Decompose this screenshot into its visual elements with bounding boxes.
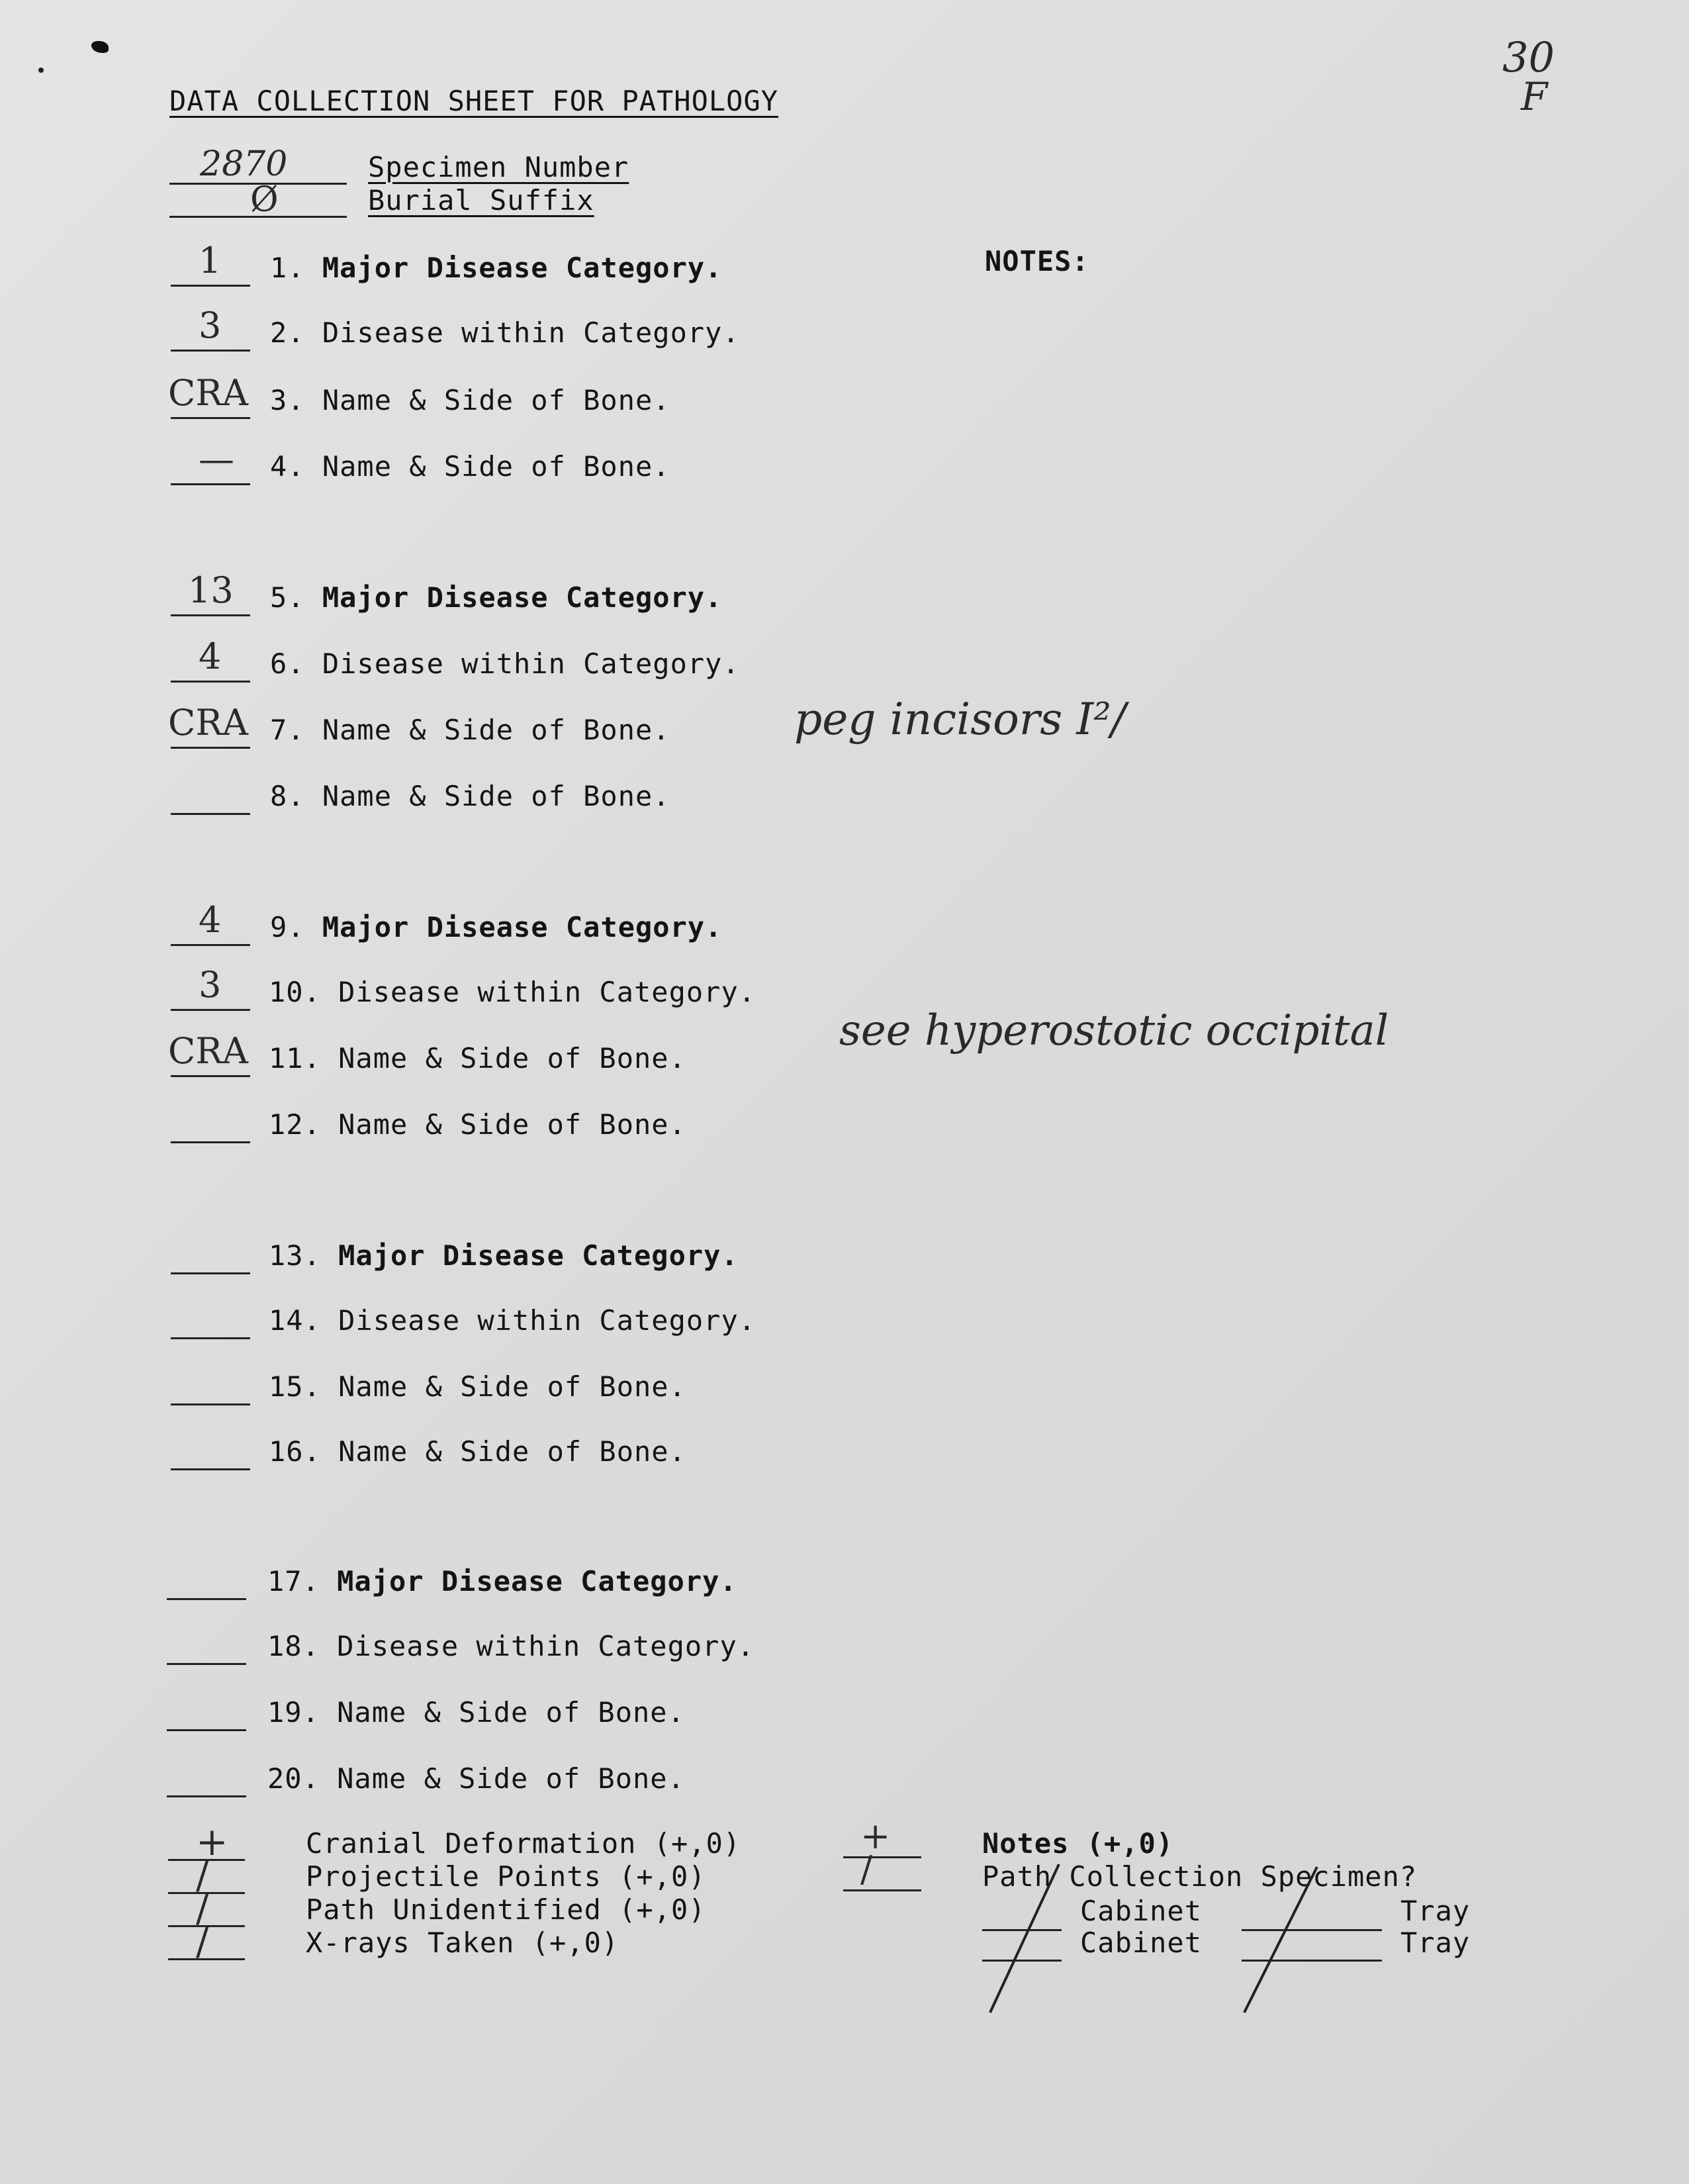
tray-slash xyxy=(1244,1867,1317,2013)
row-4-value: — xyxy=(199,438,234,480)
row-1-value: 1 xyxy=(199,240,222,281)
row-number: 13. xyxy=(269,1239,339,1272)
row-14-label: 14. Disease within Category. xyxy=(269,1304,756,1337)
row-7-label: 7. Name & Side of Bone. xyxy=(270,714,670,746)
row-6-label: 6. Disease within Category. xyxy=(270,647,740,680)
row-number: 17. xyxy=(267,1565,338,1597)
note-hyperostotic-occipital: see hyperostotic occipital xyxy=(839,1006,1389,1055)
row-3-value: CRA xyxy=(168,372,248,414)
burial-suffix-value: Ø xyxy=(250,180,279,220)
row-number: 5. xyxy=(270,581,322,614)
specimen-number-label: Specimen Number xyxy=(368,151,629,183)
corner-note-bottom: F xyxy=(1521,74,1548,119)
footer-right-2-label: Path Collection Specimen? xyxy=(982,1860,1418,1893)
row-10-value: 3 xyxy=(199,964,222,1006)
row-15-label: 15. Name & Side of Bone. xyxy=(269,1370,686,1403)
row-3-label: 3. Name & Side of Bone. xyxy=(270,384,670,416)
specimen-number-value: 2870 xyxy=(200,144,288,184)
notes-heading: NOTES: xyxy=(985,245,1089,277)
footer-right-2-value: / xyxy=(860,1848,873,1890)
footer-left-1-value: + xyxy=(196,1819,228,1864)
row-6-value: 4 xyxy=(199,636,222,677)
footer-left-4-value: / xyxy=(196,1919,209,1964)
footer-left-3-label: Path Unidentified (+,0) xyxy=(306,1893,706,1926)
row-4-label: 4. Name & Side of Bone. xyxy=(270,450,670,483)
row-5-value: 13 xyxy=(188,569,234,611)
row-10-label: 10. Disease within Category. xyxy=(269,976,756,1008)
tray-label-2: Tray xyxy=(1400,1926,1471,1959)
row-12-label: 12. Name & Side of Bone. xyxy=(269,1108,686,1141)
row-bold-text: Major Disease Category. xyxy=(322,581,723,614)
row-7-value: CRA xyxy=(168,702,248,743)
row-2-value: 3 xyxy=(199,305,222,346)
page-title: DATA COLLECTION SHEET FOR PATHOLOGY xyxy=(169,85,779,117)
row-bold-text: Major Disease Category. xyxy=(322,911,723,943)
row-bold-text: Major Disease Category. xyxy=(338,1239,739,1272)
row-19-label: 19. Name & Side of Bone. xyxy=(267,1696,685,1729)
corner-note-top: 30 xyxy=(1502,33,1555,81)
row-bold-text: Major Disease Category. xyxy=(337,1565,737,1597)
row-20-label: 20. Name & Side of Bone. xyxy=(267,1762,685,1795)
cabinet-slash xyxy=(990,1864,1059,2013)
row-2-label: 2. Disease within Category. xyxy=(270,316,740,349)
footer-left-2-label: Projectile Points (+,0) xyxy=(306,1860,706,1893)
footer-left-1-label: Cranial Deformation (+,0) xyxy=(306,1827,741,1860)
footer-right-1-label: Notes (+,0) xyxy=(982,1827,1174,1860)
row-8-label: 8. Name & Side of Bone. xyxy=(270,780,670,812)
row-number: 9. xyxy=(270,911,322,943)
footer-left-4-label: X-rays Taken (+,0) xyxy=(306,1926,619,1959)
footer-right-1-value: + xyxy=(860,1815,891,1857)
tray-label-1: Tray xyxy=(1400,1895,1471,1927)
footer-left-3-value: / xyxy=(196,1885,209,1930)
row-number: 1. xyxy=(270,252,322,284)
burial-suffix-label: Burial Suffix xyxy=(368,184,594,216)
row-bold-text: Major Disease Category. xyxy=(322,252,723,284)
cabinet-label-1: Cabinet xyxy=(1080,1895,1203,1927)
row-11-label: 11. Name & Side of Bone. xyxy=(269,1042,686,1074)
row-9-value: 4 xyxy=(199,899,222,941)
row-16-label: 16. Name & Side of Bone. xyxy=(269,1435,686,1468)
footer-left-2-value: / xyxy=(196,1852,209,1897)
row-18-label: 18. Disease within Category. xyxy=(267,1630,755,1662)
row-11-value: CRA xyxy=(168,1030,248,1072)
cabinet-label-2: Cabinet xyxy=(1080,1926,1203,1959)
note-peg-incisors: peg incisors I²/ xyxy=(794,694,1126,745)
